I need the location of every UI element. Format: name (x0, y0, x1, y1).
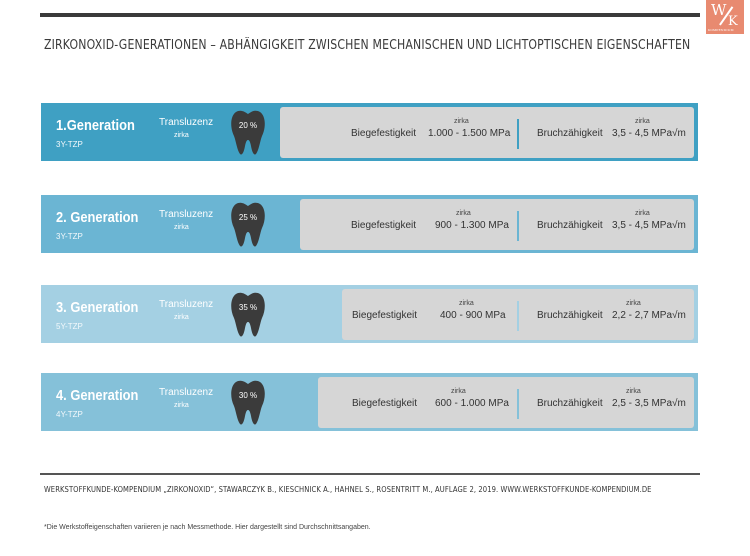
translucency-value: 30 % (238, 391, 258, 400)
fracture-toughness-value: 3,5 - 4,5 MPa√m (612, 128, 686, 139)
translucency-label: Transluzenz (159, 117, 214, 128)
bending-strength-label: Biegefestigkeit (352, 398, 418, 409)
tooth-icon (228, 200, 268, 248)
logo-letter-k: K (728, 14, 738, 29)
generation-name: 4. Generation (56, 387, 139, 404)
translucency-value: 20 % (238, 121, 258, 130)
logo-subtitle: KOMPENDIUM (708, 28, 734, 32)
bending-strength-label: Biegefestigkeit (352, 310, 418, 321)
translucency-zirka: zirka (174, 132, 189, 139)
wk-logo (706, 0, 744, 34)
panel-divider (517, 119, 519, 149)
generation-type: 5Y-TZP (56, 322, 83, 331)
generation-type: 4Y-TZP (56, 410, 83, 419)
footnote: *Die Werkstoffeigenschaften variieren je nach Messmethode. Hier dargestellt sind Durchschnittsangaben. (44, 524, 371, 531)
panel-divider (517, 301, 519, 331)
bending-strength-label: Biegefestigkeit (351, 128, 417, 139)
page-title: ZIRKONOXID-GENERATIONEN – ABHÄNGIGKEIT ZWISCHEN MECHANISCHEN UND LICHTOPTISCHEN EIGENSCHAFTEN (44, 38, 691, 53)
bending-strength-value: 1.000 - 1.500 MPa (428, 128, 511, 139)
fracture-toughness-label: Bruchzähigkeit (537, 310, 603, 321)
fracture-toughness-value: 2,2 - 2,7 MPa√m (612, 310, 686, 321)
bending-strength-zirka: zirka (451, 388, 466, 395)
fracture-toughness-label: Bruchzähigkeit (537, 398, 603, 409)
bending-strength-value: 400 - 900 MPa (440, 310, 506, 321)
fracture-toughness-zirka: zirka (635, 210, 650, 217)
translucency-zirka: zirka (174, 402, 189, 409)
bottom-divider (40, 473, 700, 475)
panel-divider (517, 389, 519, 419)
bending-strength-label: Biegefestigkeit (351, 220, 417, 231)
translucency-label: Transluzenz (159, 299, 214, 310)
fracture-toughness-zirka: zirka (635, 118, 650, 125)
translucency-zirka: zirka (174, 224, 189, 231)
logo-letter-w: W (711, 1, 727, 19)
top-divider (40, 13, 700, 17)
tooth-icon (228, 108, 268, 156)
bending-strength-zirka: zirka (459, 300, 474, 307)
panel-divider (517, 211, 519, 241)
bending-strength-value: 600 - 1.000 MPa (435, 398, 509, 409)
generation-row-3 (41, 285, 698, 343)
fracture-toughness-zirka: zirka (626, 388, 641, 395)
bending-strength-zirka: zirka (456, 210, 471, 217)
fracture-toughness-label: Bruchzähigkeit (537, 128, 603, 139)
translucency-label: Transluzenz (159, 387, 214, 398)
translucency-label: Transluzenz (159, 209, 214, 220)
generation-row-1 (41, 103, 698, 161)
generation-name: 1.Generation (56, 117, 135, 134)
bending-strength-zirka: zirka (454, 118, 469, 125)
translucency-value: 35 % (238, 303, 258, 312)
source-citation: WERKSTOFFKUNDE-KOMPENDIUM „ZIRKONOXID“, STAWARCZYK B., KIESCHNICK A., HAHNEL S., ROSENTRITT M., AUFLAGE 2, 2019. WWW.WERKSTOFFKUNDE-KOMPENDIUM.DE (44, 485, 652, 494)
generation-name: 3. Generation (56, 299, 139, 316)
fracture-toughness-zirka: zirka (626, 300, 641, 307)
generation-row-2 (41, 195, 698, 253)
bending-strength-value: 900 - 1.300 MPa (435, 220, 509, 231)
translucency-zirka: zirka (174, 314, 189, 321)
fracture-toughness-value: 3,5 - 4,5 MPa√m (612, 220, 686, 231)
generation-type: 3Y-TZP (56, 232, 83, 241)
translucency-value: 25 % (238, 213, 258, 222)
fracture-toughness-label: Bruchzähigkeit (537, 220, 603, 231)
generation-type: 3Y-TZP (56, 140, 83, 149)
fracture-toughness-value: 2,5 - 3,5 MPa√m (612, 398, 686, 409)
tooth-icon (228, 290, 268, 338)
tooth-icon (228, 378, 268, 426)
generation-name: 2. Generation (56, 209, 139, 226)
generation-row-4 (41, 373, 698, 431)
